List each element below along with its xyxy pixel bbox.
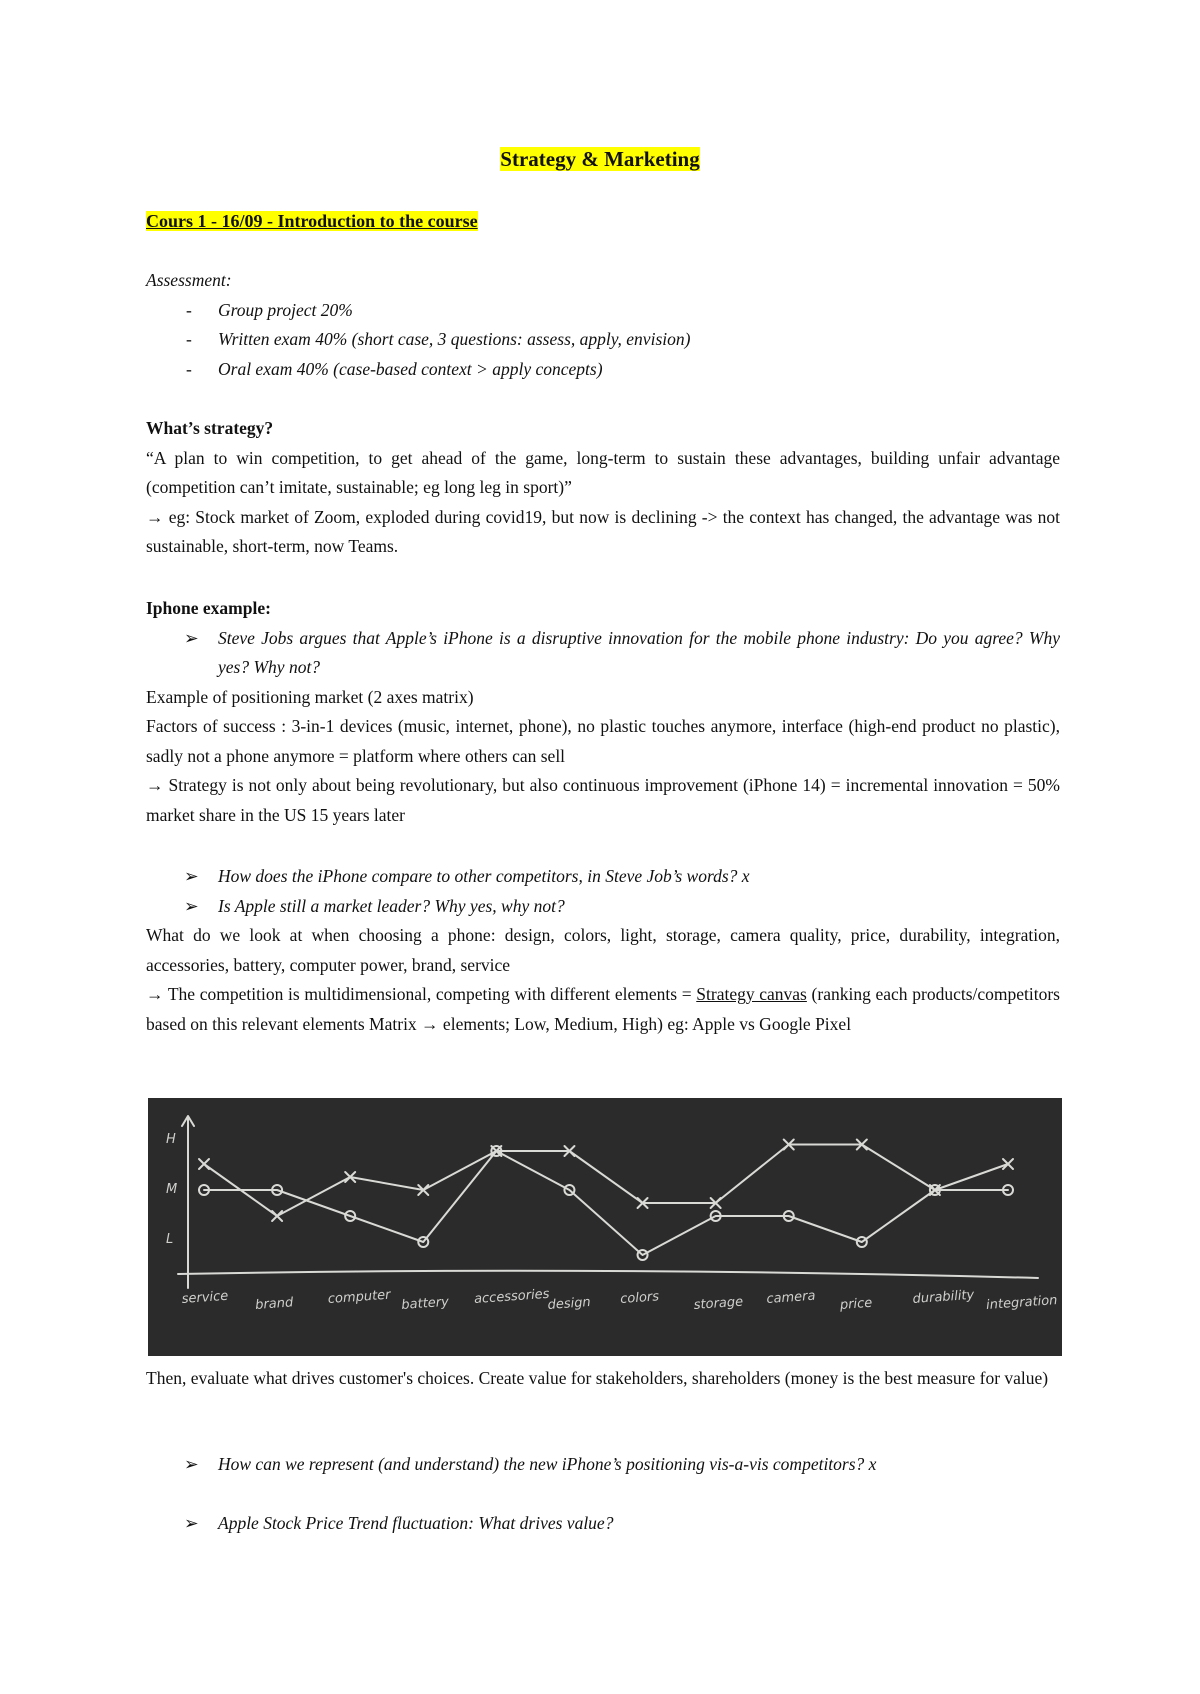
assessment-label: Assessment: <box>146 270 232 290</box>
value-section <box>146 1364 1060 1394</box>
question-item <box>146 862 1060 892</box>
x-tick-label: computer <box>327 1287 392 1307</box>
strategy-example: → eg: Stock market of Zoom, exploded during covid19, but now is declining -> the context has changed, the advantage was not sustainable, short-term, now Teams. <box>146 506 1060 556</box>
question-item <box>146 624 1060 683</box>
question-stock: Apple Stock Price Trend fluctuation: What drives value? <box>218 1513 614 1533</box>
x-tick-label: brand <box>254 1295 294 1313</box>
x-tick-label: colors <box>619 1289 660 1307</box>
strategy-section <box>146 414 1060 562</box>
stock-question-section <box>146 1509 1060 1539</box>
assessment-section <box>146 266 1060 384</box>
series-o-line <box>204 1151 1008 1255</box>
iphone-heading: Iphone example: <box>146 598 271 618</box>
paragraph-choosing: What do we look at when choosing a phone: design, colors, light, storage, camera quality, price, durability, integration, accessories, battery, computer power, brand, service <box>146 925 1060 975</box>
y-tick-label: H <box>166 1132 176 1147</box>
dash-marker: - <box>186 358 192 379</box>
paragraph-positioning: Example of positioning market (2 axes matrix) <box>146 686 474 707</box>
question-positioning: How can we represent (and understand) the new iPhone’s positioning vis-a-vis competitors? x <box>218 1454 877 1474</box>
strategy-canvas-term: Strategy canvas <box>696 984 807 1004</box>
arrow-marker: ➢ <box>184 895 199 916</box>
series-x-point <box>272 1211 282 1221</box>
question-item <box>146 892 1060 922</box>
y-axis-line <box>182 1116 194 1288</box>
assessment-item-group: Group project 20% <box>218 299 353 320</box>
question-leader: Is Apple still a market leader? Why yes, why not? <box>218 895 565 916</box>
x-tick-label: durability <box>912 1287 975 1307</box>
dash-marker: - <box>186 329 192 349</box>
list-item <box>146 325 1060 355</box>
list-item <box>146 296 1060 326</box>
dash-marker: - <box>186 299 192 320</box>
arrow-marker: ➢ <box>184 1454 199 1474</box>
iphone-section <box>146 594 1060 830</box>
competition-section <box>146 862 1060 1039</box>
paragraph-canvas <box>146 980 1060 1039</box>
series-x-point <box>199 1159 209 1169</box>
assessment-list <box>146 296 1060 385</box>
strategy-canvas-drawing <box>148 1098 1062 1356</box>
strategy-heading: What’s strategy? <box>146 418 274 438</box>
y-tick-label: M <box>166 1182 178 1197</box>
title-text: Strategy & Marketing <box>500 147 700 171</box>
strategy-quote: “A plan to win competition, to get ahead of the game, long-term to sustain these advantages, building unfair advantage (competition can’t imitate, sustainable; eg long leg in sport)” <box>146 447 1060 497</box>
paragraph-success-factors: Factors of success : 3-in-1 devices (music, internet, phone), no plastic touches anymore, interface (high-end product no plastic), sadly not a phone anymore = platform where others can sell <box>146 716 1060 766</box>
question-item <box>146 1509 1060 1539</box>
x-tick-label: battery <box>400 1294 450 1313</box>
x-tick-label: integration <box>985 1293 1058 1313</box>
x-axis-line <box>178 1271 1038 1278</box>
x-tick-label: camera <box>765 1288 816 1307</box>
x-tick-label: accessories <box>473 1286 550 1307</box>
arrow-marker: ➢ <box>184 1513 199 1533</box>
arrow-marker: ➢ <box>184 866 199 886</box>
positioning-question-section <box>146 1450 1060 1480</box>
canvas-text-before: → The competition is multidimensional, competing with different elements = <box>146 984 697 1004</box>
document-title <box>0 144 1200 174</box>
assessment-item-oral: Oral exam 40% (case-based context > apply concepts) <box>218 358 603 379</box>
question-disruptive: Steve Jobs argues that Apple’s iPhone is a disruptive innovation for the mobile phone industry: Do you agree? Why yes? Why not? <box>218 627 1060 677</box>
question-compare: How does the iPhone compare to other competitors, in Steve Job’s words? x <box>218 866 750 886</box>
series-x-point <box>1003 1159 1013 1169</box>
question-item <box>146 1450 1060 1480</box>
series-x-line <box>204 1145 1008 1217</box>
arrow-marker: ➢ <box>184 627 199 648</box>
assessment-item-written: Written exam 40% (short case, 3 questions: assess, apply, envision) <box>218 329 691 349</box>
blackboard-image <box>148 1098 1062 1356</box>
y-tick-label: L <box>166 1232 174 1247</box>
x-tick-label: storage <box>693 1294 744 1313</box>
x-tick-label: design <box>547 1295 592 1313</box>
subtitle-text: Cours 1 - 16/09 - Introduction to the course <box>146 211 478 231</box>
lecture-subtitle <box>146 208 478 234</box>
x-tick-label: price <box>839 1295 873 1313</box>
x-tick-label: service <box>181 1288 229 1307</box>
list-item <box>146 355 1060 385</box>
paragraph-value: Then, evaluate what drives customer's choices. Create value for stakeholders, shareholders (money is the best measure for value) <box>146 1368 1049 1388</box>
canvas-text-after: (ranking each products/competitors based on this relevant elements Matrix → elements; Low, Medium, High) eg: Apple vs Google Pixel <box>146 984 1060 1034</box>
paragraph-incremental: → Strategy is not only about being revolutionary, but also continuous improvement (iPhone 14) = incremental innovation = 50% market share in the US 15 years later <box>146 775 1060 825</box>
